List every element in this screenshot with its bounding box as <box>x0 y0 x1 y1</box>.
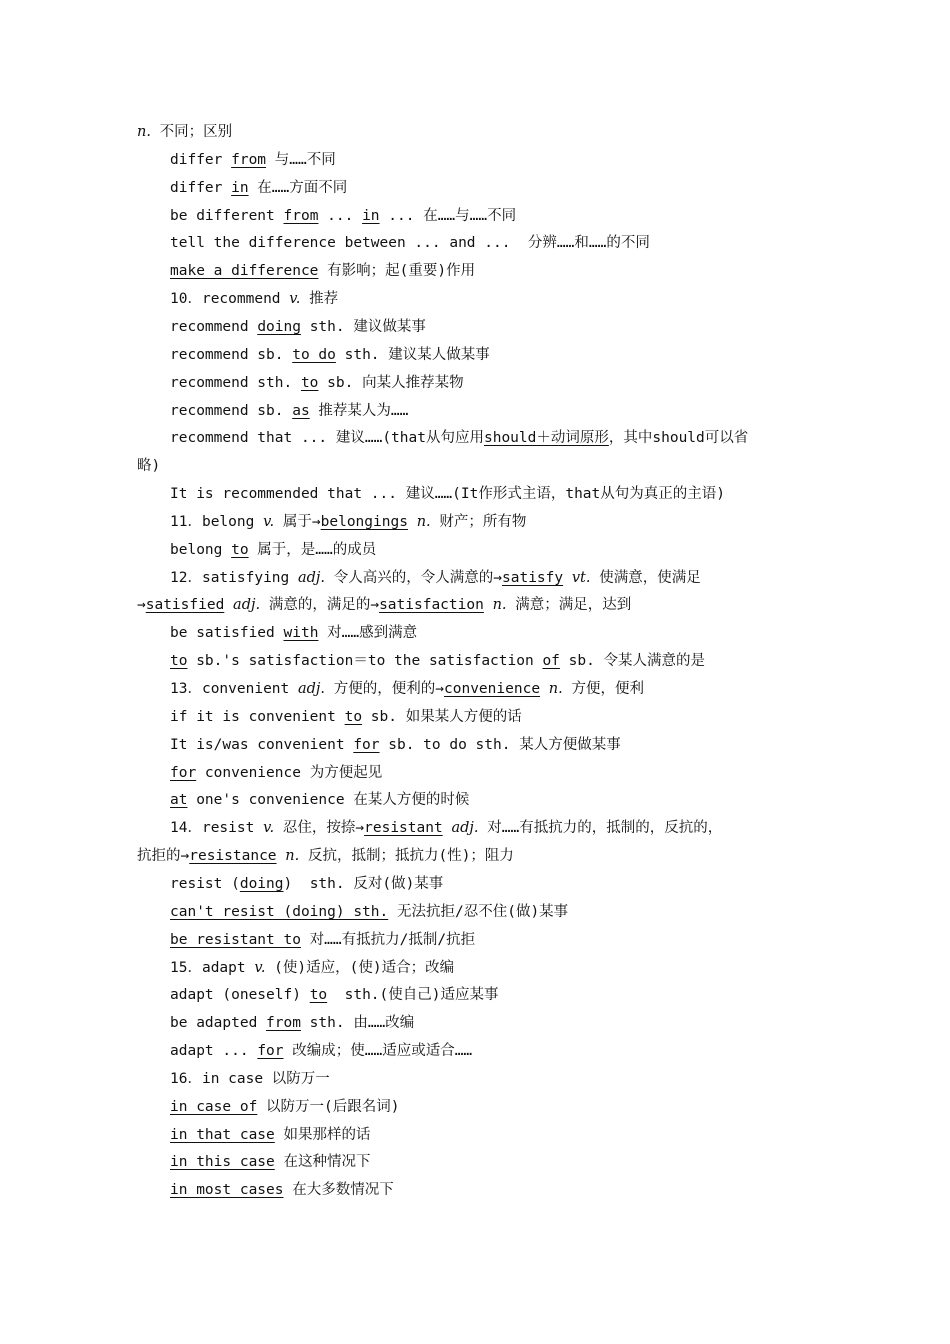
line-text: It is recommended that ... 建议……(It作形式主语，that从句为真正的主语) <box>170 486 725 503</box>
underlined-term: at <box>170 792 188 809</box>
line-text: 反抗，抵制；抵抗力(性)；阻力 <box>299 848 514 865</box>
line-text: sth. 建议做某事 <box>300 318 426 335</box>
underlined-term: of <box>542 653 560 670</box>
underlined-term: as <box>292 402 310 419</box>
text-line <box>0 481 950 507</box>
part-of-speech: adj. <box>233 597 261 614</box>
text-line <box>0 1177 950 1203</box>
line-text: be different <box>170 207 284 224</box>
text-line <box>0 398 950 424</box>
line-text: sb. 令某人满意的是 <box>559 653 706 670</box>
line-text: resist ( <box>170 875 240 892</box>
line-text: ... <box>318 207 363 224</box>
line-text: recommend sth. <box>170 374 301 391</box>
line-text: 对……有抵抗力/抵制/抗拒 <box>300 931 476 948</box>
underlined-term: to <box>170 653 188 670</box>
part-of-speech: v. <box>254 959 266 976</box>
underlined-term: to <box>309 987 328 1004</box>
text-line <box>0 676 950 702</box>
underlined-term: should＋动词原形 <box>483 430 609 447</box>
line-text: 在……方面不同 <box>248 179 348 196</box>
line-text: recommend that ... 建议……(that从句应用 <box>170 430 484 447</box>
part-of-speech: v. <box>289 291 301 308</box>
line-text <box>563 570 572 586</box>
line-text: convenience 为方便起见 <box>196 764 383 781</box>
line-text <box>224 597 233 613</box>
text-line <box>0 258 950 284</box>
line-text: 属于→ <box>274 513 321 530</box>
line-text: sb. 如果某人方便的话 <box>362 708 522 725</box>
line-text: 如果那样的话 <box>274 1126 371 1143</box>
line-text: 使满意，使满足 <box>590 569 701 586</box>
underlined-term: satisfied <box>145 597 225 614</box>
underlined-term: in most cases <box>170 1182 284 1199</box>
line-text: 14．resist <box>170 820 264 837</box>
underlined-term: to <box>231 541 249 558</box>
underlined-term: make a difference <box>170 263 319 280</box>
text-line <box>0 955 950 981</box>
part-of-speech: n. <box>137 124 151 140</box>
underlined-term: be resistant to <box>170 931 301 948</box>
text-line <box>0 286 950 312</box>
text-line <box>0 760 950 786</box>
line-text: recommend sb. <box>170 402 293 419</box>
text-line <box>0 1066 950 1092</box>
text-line <box>0 927 950 953</box>
line-text: 属于，是……的成员 <box>248 541 377 558</box>
text-line <box>0 453 950 479</box>
underlined-term: in <box>362 207 380 224</box>
line-text: sb.'s satisfaction＝to the satisfaction <box>187 653 543 670</box>
underlined-term: from <box>266 1015 301 1032</box>
text-line <box>0 787 950 813</box>
line-text: tell the difference between ... and ... 分辨……和……的不同 <box>170 235 650 252</box>
line-text: 满意的，满足的→ <box>260 597 380 614</box>
line-text: (使)适应，(使)适合；改编 <box>265 959 455 976</box>
line-text: 11．belong <box>170 513 264 530</box>
line-text: 13．convenient <box>170 681 298 697</box>
part-of-speech: vt. <box>571 569 591 586</box>
underlined-term: to <box>344 708 363 725</box>
underlined-term: can't resist (doing) sth. <box>170 903 389 920</box>
line-text: 抗拒的→ <box>137 848 190 865</box>
line-text: 忍住，按捺→ <box>274 820 365 837</box>
underlined-term: from <box>231 151 267 168</box>
line-text: one's convenience 在某人方便的时候 <box>187 792 470 809</box>
line-text: 15．adapt <box>170 959 255 976</box>
line-text: recommend sb. <box>170 346 293 363</box>
text-line <box>0 1149 950 1175</box>
line-text: if it is convenient <box>170 708 345 725</box>
text-line <box>0 203 950 229</box>
text-line <box>0 815 950 841</box>
part-of-speech: adj. <box>298 681 326 697</box>
line-text: 对……有抵抗力的，抵制的，反抗的， <box>478 820 723 837</box>
underlined-term: in <box>231 179 249 196</box>
part-of-speech: v. <box>263 820 275 837</box>
part-of-speech: n. <box>492 597 507 614</box>
line-text: sb. to do sth. 某人方便做某事 <box>379 736 621 753</box>
line-text: ) sth. 反对(做)某事 <box>283 875 444 892</box>
underlined-term: satisfy <box>502 569 564 586</box>
line-text: ，其中should可以省 <box>608 430 749 447</box>
underlined-term: resistance <box>189 848 277 865</box>
part-of-speech: n. <box>285 848 300 865</box>
line-text: 方便，便利 <box>562 681 644 697</box>
line-text: 与……不同 <box>266 151 336 168</box>
line-text <box>484 597 493 613</box>
underlined-term: doing <box>239 875 284 892</box>
line-text: sth.(使自己)适应某事 <box>327 987 499 1004</box>
line-text <box>277 848 286 864</box>
text-line <box>0 648 950 674</box>
line-text: sb. 向某人推荐某物 <box>318 374 464 391</box>
line-text: 有影响；起(重要)作用 <box>318 263 476 280</box>
text-line <box>0 871 950 897</box>
underlined-term: in case of <box>170 1098 258 1115</box>
line-text: recommend <box>170 318 258 335</box>
text-line <box>0 425 950 451</box>
line-text: ... 在……与……不同 <box>379 207 517 224</box>
text-line <box>0 1094 950 1120</box>
part-of-speech: adj. <box>298 569 326 586</box>
line-text: sth. 由……改编 <box>300 1015 415 1032</box>
underlined-term: for <box>257 1043 284 1060</box>
text-line <box>0 732 950 758</box>
text-line <box>0 1010 950 1036</box>
line-text: 改编成；使……适应或适合…… <box>283 1043 473 1060</box>
text-line <box>0 314 950 340</box>
text-line <box>0 1122 950 1148</box>
line-text: 12．satisfying <box>170 569 298 586</box>
line-text <box>408 514 417 530</box>
text-line <box>0 620 950 646</box>
underlined-term: satisfaction <box>379 597 484 614</box>
underlined-term: from <box>283 207 319 224</box>
underlined-term: to do <box>292 346 336 363</box>
underlined-term: for <box>353 736 380 753</box>
underlined-term: doing <box>257 318 301 335</box>
text-line <box>0 509 950 535</box>
line-text: sth. 建议某人做某事 <box>335 346 490 363</box>
line-text: 满意；满足，达到 <box>506 597 632 614</box>
line-text: It is/was convenient <box>170 736 354 753</box>
text-line <box>0 899 950 925</box>
line-text: → <box>137 597 146 614</box>
line-text: 推荐某人为…… <box>309 402 409 419</box>
underlined-term: convenience <box>444 681 541 697</box>
text-line <box>0 147 950 173</box>
line-text: 无法抗拒/忍不住(做)某事 <box>388 903 569 920</box>
line-text: 在这种情况下 <box>274 1154 371 1171</box>
line-text: 以防万一(后跟名词) <box>257 1098 400 1115</box>
underlined-term: for <box>170 764 197 781</box>
text-line <box>0 704 950 730</box>
line-text: 令人高兴的，令人满意的→ <box>325 569 503 586</box>
line-text: adapt (oneself) <box>170 987 310 1004</box>
line-text <box>540 681 549 697</box>
line-text: 对……感到满意 <box>318 625 418 642</box>
line-text: 不同；区别 <box>150 124 233 140</box>
line-text: 方便的，便利的→ <box>325 681 445 697</box>
text-line <box>0 370 950 396</box>
line-text: belong <box>170 541 232 558</box>
line-text: adapt ... <box>170 1043 258 1060</box>
text-line <box>0 982 950 1008</box>
line-text: 推荐 <box>300 291 339 308</box>
line-text: 在大多数情况下 <box>283 1182 394 1199</box>
part-of-speech: adj. <box>451 820 479 837</box>
line-text: 略) <box>137 458 161 475</box>
line-text: 16．in case 以防万一 <box>170 1070 330 1087</box>
underlined-term: resistant <box>364 820 443 837</box>
line-text: differ <box>170 179 232 196</box>
line-text: 财产；所有物 <box>430 513 527 530</box>
underlined-term: in that case <box>170 1126 275 1143</box>
underlined-term: to <box>300 374 319 391</box>
text-line <box>0 230 950 256</box>
text-line <box>0 565 950 591</box>
text-line <box>0 342 950 368</box>
text-line <box>0 537 950 563</box>
underlined-term: in this case <box>170 1154 275 1171</box>
text-line <box>0 175 950 201</box>
underlined-term: with <box>283 625 319 642</box>
underlined-term: belongings <box>320 513 408 530</box>
text-line <box>0 1038 950 1064</box>
line-text: be satisfied <box>170 625 284 642</box>
line-text: 10．recommend <box>170 291 290 308</box>
text-line <box>0 119 950 145</box>
line-text: be adapted <box>170 1015 267 1032</box>
text-line <box>0 843 950 869</box>
part-of-speech: v. <box>263 513 275 530</box>
text-line <box>0 592 950 618</box>
part-of-speech: n. <box>416 513 431 530</box>
part-of-speech: n. <box>548 681 563 697</box>
line-text: differ <box>170 151 232 168</box>
